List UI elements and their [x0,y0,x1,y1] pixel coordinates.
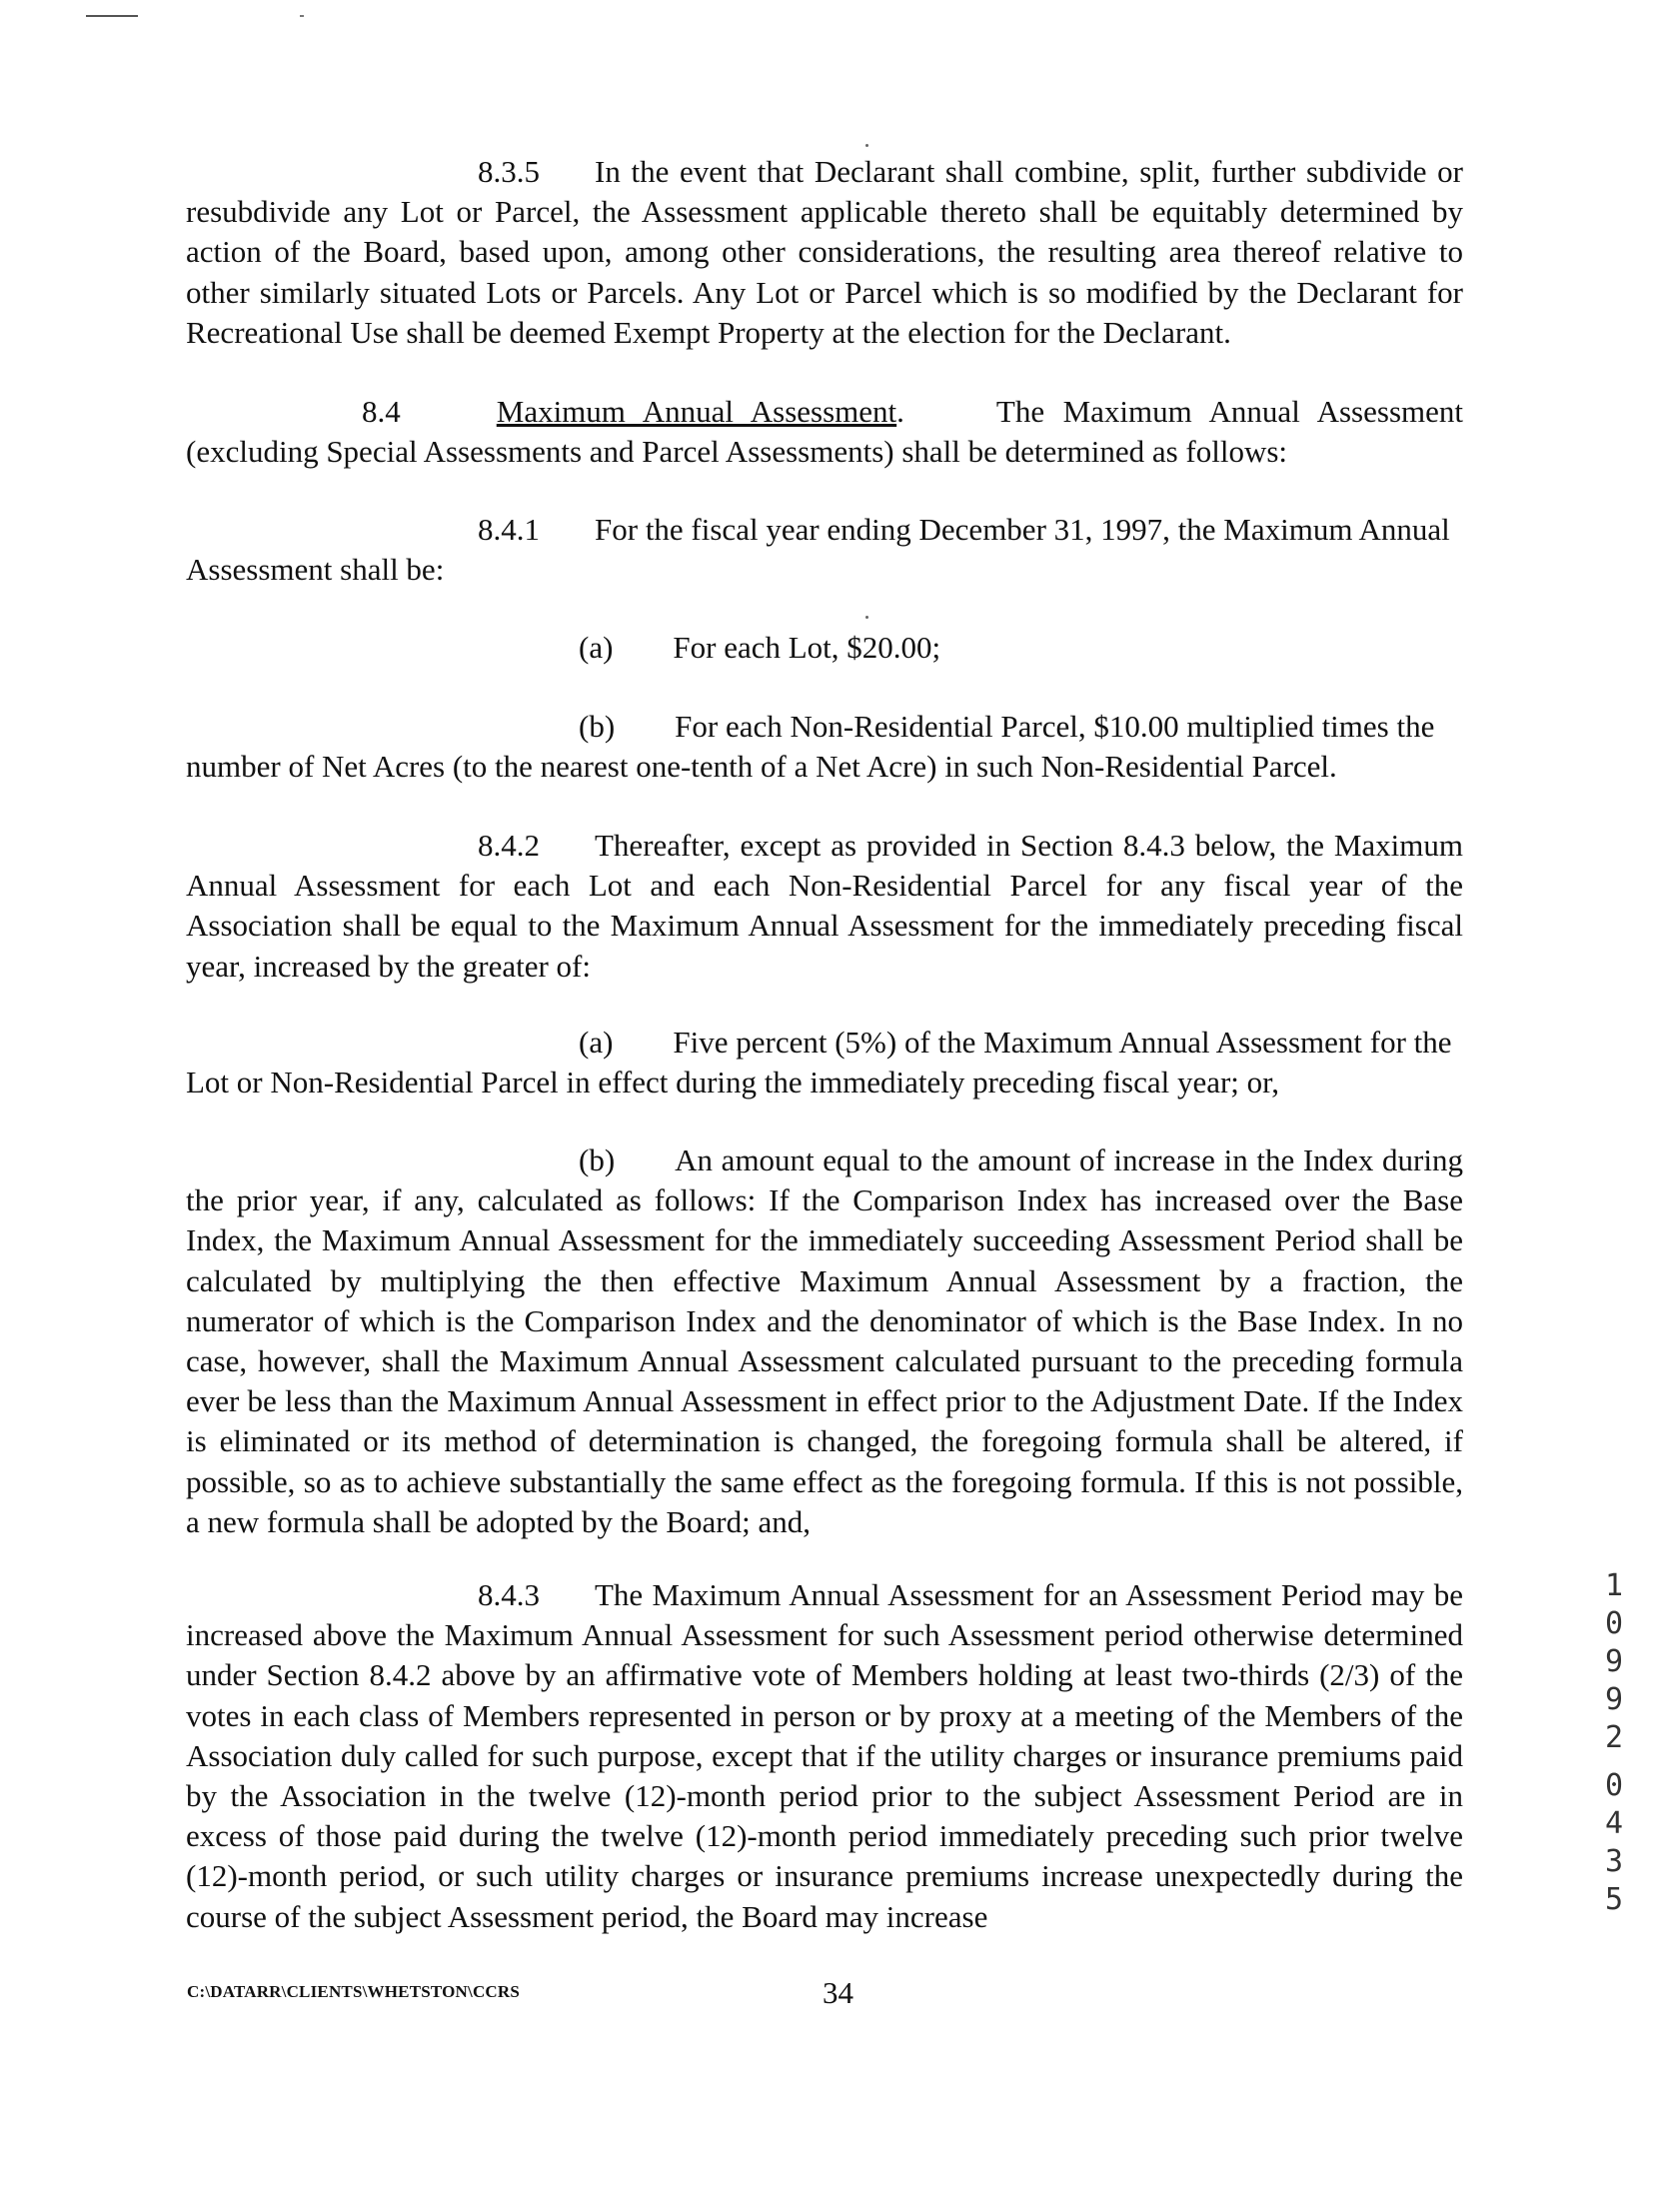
list-item-8-4-2-b [186,1140,1463,1542]
section-number: 8.3.5 [478,154,540,189]
item-label: (a) [579,1025,614,1060]
scan-mark [300,15,304,17]
section-number: 8.4.2 [478,828,540,863]
item-label: (b) [579,1142,616,1177]
item-label: (b) [579,709,616,744]
footer-file-path: C:\DATARR\CLIENTS\WHETSTON\CCRS [187,1982,521,2001]
paragraph-8-4: 8.4 Maximum Annual Assessment. The Maximum Annual Assessment (excluding Special Assessments and Parcel Assessments) shall be determined as follows: [186,394,1463,470]
paragraph-8-3-5 [186,152,1463,353]
scan-speck [865,144,868,147]
scan-speck [865,616,868,619]
list-item-8-4-2-a [186,1023,1463,1103]
item-label: (a) [579,630,614,665]
item-text: For each Lot, $20.00; [673,630,941,665]
section-number: 8.4.1 [478,512,540,547]
item-text: For each Non-Residential Parcel, $10.00 multiplied times the number of Net Acres (to the nearest one-tenth of a Net Acre) in such Non-Residential Parcel. [186,709,1435,785]
section-heading: Maximum Annual Assessment [496,394,897,429]
paragraph-8-4-2 [186,826,1463,987]
section-number: 8.4 [362,394,401,429]
paragraph-8-4-3 [186,1575,1463,1937]
list-item-8-4-1-b [186,707,1463,787]
margin-stamp-bottom: 0 4 3 5 [1604,1768,1624,1917]
section-number: 8.4.3 [478,1577,540,1612]
page-number: 34 [823,1975,853,2010]
item-text: An amount equal to the amount of increase in the Index during the prior year, if any, calculated as follows: If the Comparison Index has increased over the Base Index, the Maximum Annual Assessment for the immediately succeeding Assessment Period shall be calculated by multiplying the then effective Maximum Annual Assessment by a fraction, the numerator of which is the Comparison Index and the denominator of which is the Base Index. In no case, however, shall the Maximum Annual Assessment calculated pursuant to the preceding formula ever be less than the Maximum Annual Assessment in effect prior to the Adjustment Date. If the Index is eliminated or its method of determination is changed, the foregoing formula shall be altered, if possible, so as to achieve substantially the same effect as the foregoing formula. If this is not possible, a new formula shall be adopted by the Board; and, [186,1142,1463,1539]
scan-mark [86,15,138,17]
paragraph-text: For the fiscal year ending December 31, 1997, the Maximum Annual Assessment shall be: [186,512,1450,588]
paragraph-text: The Maximum Annual Assessment (excluding Special Assessments and Parcel Assessments) shall be determined as follows: [186,394,1463,470]
paragraph-text: The Maximum Annual Assessment for an Assessment Period may be increased above the Maximum Annual Assessment for such Assessment period otherwise determined under Section 8.4.2 above by an affirmative vote of Members holding at least two-thirds (2/3) of the votes in each class of Members represented in person or by proxy at a meeting of the Members of the Association duly called for such purpose, except that if the utility charges or insurance premiums paid by the Association in the twelve (12)-month period prior to the subject Assessment Period are in excess of those paid during the twelve (12)-month period immediately preceding such prior twelve (12)-month period, or such utility charges or insurance premiums increase unexpectedly during the course of the subject Assessment period, the Board may increase [186,1577,1463,1934]
list-item-8-4-1-a [186,628,1463,668]
margin-stamp-top: 1 0 9 9 2 [1604,1568,1624,1755]
paragraph-8-4-1 [186,510,1463,590]
paragraph-text: In the event that Declarant shall combine, split, further subdivide or resubdivide any Lot or Parcel, the Assessment applicable thereto shall be equitably determined by action of the Board, based upon, among other considerations, the resulting area thereof relative to other similarly situated Lots or Parcels. Any Lot or Parcel which is so modified by the Declarant for Recreational Use shall be deemed Exempt Property at the election for the Declarant. [186,154,1463,350]
item-text: Five percent (5%) of the Maximum Annual Assessment for the Lot or Non-Residential Parcel in effect during the immediately preceding fiscal year; or, [186,1025,1452,1101]
paragraph-text: Thereafter, except as provided in Section 8.4.3 below, the Maximum Annual Assessment for each Lot and each Non-Residential Parcel for any fiscal year of the Association shall be equal to the Maximum Annual Assessment for the immediately preceding fiscal year, increased by the greater of: [186,828,1463,984]
